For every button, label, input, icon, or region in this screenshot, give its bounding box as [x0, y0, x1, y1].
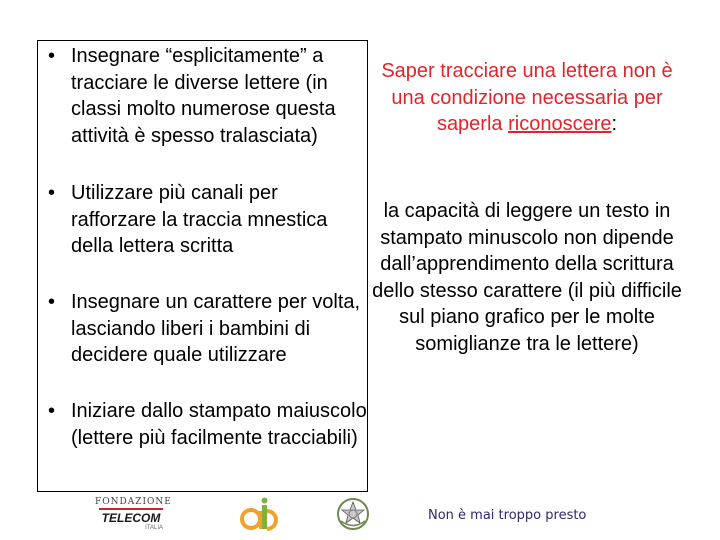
fondazione-label: FONDAZIONE	[95, 497, 172, 507]
emblem-icon	[336, 497, 370, 531]
bullet-text: Iniziare dallo stampato maiuscolo (lettere più facilmente tracciabili)	[71, 400, 367, 449]
right-body: la capacità di leggere un testo in stampato minuscolo non dipende dall’apprendimento della scrittura dello stesso carattere (il più difficile sul piano grafico per le molte somiglianze tra le lettere)	[372, 200, 682, 355]
italian-emblem-logo	[336, 497, 370, 531]
bullet-marker: •	[48, 182, 56, 204]
aid-logo	[240, 497, 284, 531]
right-heading	[368, 58, 686, 138]
bullet-marker: •	[48, 291, 56, 313]
aid-icon	[240, 497, 284, 531]
bullet-box	[37, 40, 368, 492]
telecom-sub: ITALIA	[145, 525, 163, 531]
tagline: Non è mai troppo presto	[428, 508, 587, 523]
bullet-marker: •	[48, 45, 56, 67]
telecom-label: TELECOM	[101, 511, 161, 525]
bullet-text: Insegnare un carattere per volta, lasciando liberi i bambini di decidere quale utilizzare	[71, 291, 361, 367]
heading-colon: :	[611, 113, 618, 136]
heading-emphasis: riconoscere	[508, 113, 612, 136]
heading-main: Saper tracciare una lettera non è una condizione necessaria per saperla	[381, 60, 673, 136]
bullet-text: Utilizzare più canali per rafforzare la traccia mnestica della lettera scritta	[71, 182, 328, 258]
fondazione-telecom-logo	[95, 497, 172, 533]
bullet-text: Insegnare “esplicitamente” a tracciare le diverse lettere (in classi molto numerose questa attività è spesso tralasciata)	[71, 45, 336, 147]
logo-rule	[99, 508, 163, 510]
bullet-marker: •	[48, 400, 56, 422]
